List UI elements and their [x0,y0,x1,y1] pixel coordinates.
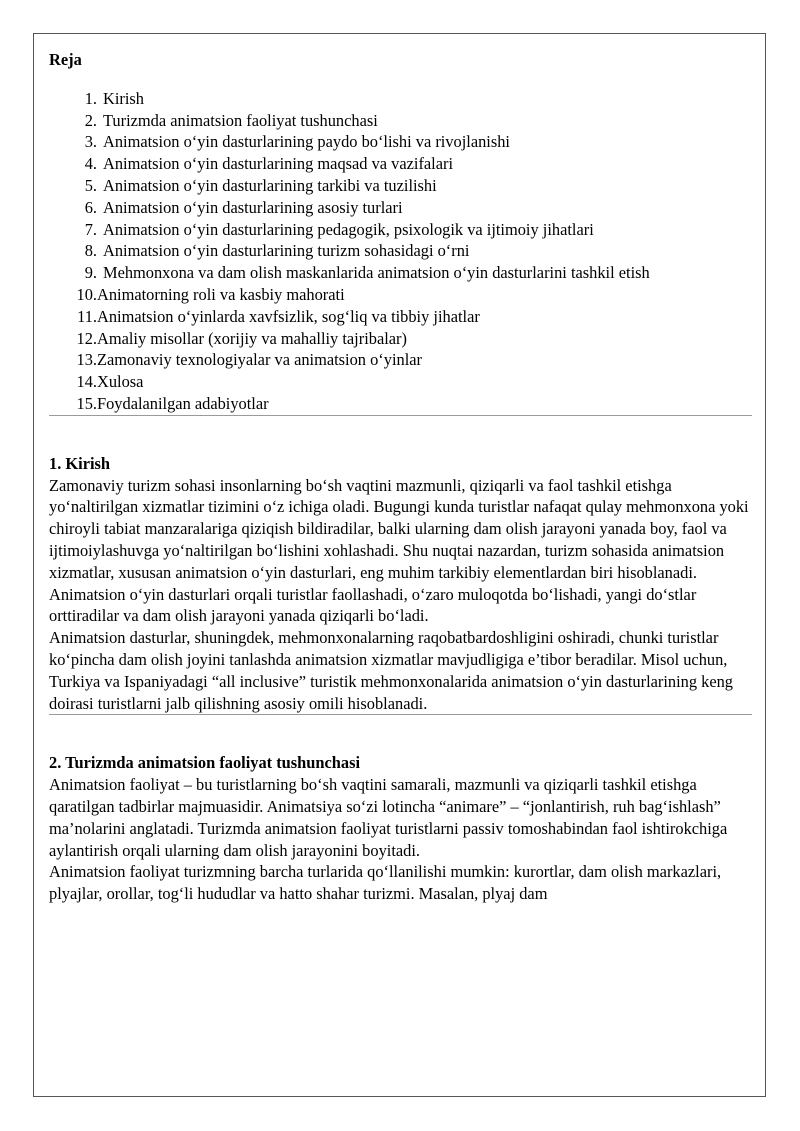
plan-item [49,371,752,393]
plan-heading: Reja [49,50,82,69]
plan-item-number: 15. [76,393,97,413]
plan-item-number: 10. [76,284,97,304]
plan-item [49,88,752,110]
plan-list [49,88,752,415]
section-divider [49,415,752,416]
page [33,33,766,1097]
plan-item-text: Xulosa [97,372,144,392]
plan-item [49,262,752,284]
plan-item [49,284,752,306]
plan-item [49,349,752,371]
plan-item-number: 5. [84,175,97,195]
plan-item-number: 8. [84,241,97,261]
plan-item-text: Turizmda animatsion faoliyat tushunchasi [103,110,378,130]
plan-item-text: Animatsion o‘yin dasturlarining pedagogik, psixologik va ijtimoiy jihatlari [103,219,594,239]
plan-item [49,197,752,219]
plan-item-text: Animatsion o‘yin dasturlarining turizm sohasidagi o‘rni [103,241,470,261]
plan-item-text: Animatsion o‘yin dasturlarining maqsad va vazifalari [103,154,454,174]
plan-item-text: Kirish [103,88,144,108]
plan-item-text: Animatsion o‘yin dasturlarining paydo bo‘lishi va rivojlanishi [103,132,510,152]
plan-item-number: 2. [84,110,97,130]
plan-item-text: Animatorning roli va kasbiy mahorati [97,284,345,304]
paragraph: Zamonaviy turizm sohasi insonlarning bo‘sh vaqtini mazmunli, qiziqarli va faol tashkil etishga yo‘naltirilgan xizmatlar tizimini o‘z ichiga oladi. Bugungi kunda turistlar nafaqat qulay mehmonxona yoki chiroyli tabiat manzaralariga qiziqish bildiradilar, balki ularning dam olish jarayoni yanada boy, faol va ijtimoiylashuvga yo‘naltirilgan bo‘lishini xohlashadi. Shu nuqtai nazardan, turizm sohasida animatsion xizmatlar, xususan animatsion o‘yin dasturlari, eng muhim tarkibiy elementlardan biri hisoblanadi. Animatsion o‘yin dasturlari orqali turistlar faollashadi, o‘zaro muloqotda bo‘lishadi, yangi do‘stlar orttiradilar va dam olish jarayoni yanada qiziqarli bo‘ladi. [49,475,749,626]
plan-item-number: 4. [84,154,97,174]
plan-item [49,110,752,132]
section-heading-kirish: 1. Kirish [49,453,111,473]
plan-item-number: 11. [77,306,97,326]
plan-item-number: 12. [76,328,97,348]
plan-item-number: 9. [84,263,97,283]
section-heading-animatsion-faoliyat: 2. Turizmda animatsion faoliyat tushunchasi [49,753,361,773]
plan-item [49,306,752,328]
plan-item [49,219,752,241]
plan-item [49,153,752,175]
section-divider [49,714,752,715]
plan-item [49,393,752,415]
plan-item-number: 7. [84,219,97,239]
plan-item [49,240,752,262]
plan-item [49,175,752,197]
plan-item-text: Animatsion o‘yin dasturlarining asosiy turlari [103,197,403,217]
paragraph: Animatsion faoliyat turizmning barcha turlarida qo‘llanilishi mumkin: kurortlar, dam olish markazlari, plyajlar, orollar, tog‘li hududlar va hatto shahar turizmi. Masalan, plyaj dam [49,862,722,904]
plan-item-number: 1. [84,88,97,108]
plan-item-text: Zamonaviy texnologiyalar va animatsion o‘yinlar [97,350,422,370]
plan-item-number: 3. [84,132,97,152]
plan-item-number: 13. [76,350,97,370]
plan-item-text: Mehmonxona va dam olish maskanlarida animatsion o‘yin dasturlarini tashkil etish [103,263,650,283]
plan-item [49,328,752,350]
paragraph: Animatsion faoliyat – bu turistlarning bo‘sh vaqtini samarali, mazmunli va qiziqarli tashkil etishga qaratilgan tadbirlar majmuasidir. Animatsiya so‘zi lotincha “animare” – “jonlantirish, ruh bag‘ishlash” ma’nolarini anglatadi. Turizmda animatsion faoliyat turistlarni passiv tomoshabindan faol ishtirokchiga aylantirish orqali ularning dam olish jarayonini boyitadi. [49,775,728,860]
paragraph: Animatsion dasturlar, shuningdek, mehmonxonalarning raqobatbardoshligini oshiradi, chunki turistlar ko‘pincha dam olish joyini tanlashda animatsion xizmatlar mavjudligiga e’tibor beradilar. Misol uchun, Turkiya va Ispaniyadagi “all inclusive” turistik mehmonxonalarida animatsion o‘yin dasturlarining keng doirasi turistlarni jalb qilishning asosiy omili hisoblanadi. [49,628,734,713]
plan-item [49,131,752,153]
document-content [49,34,752,905]
plan-item-number: 14. [76,372,97,392]
plan-item-text: Animatsion o‘yin dasturlarining tarkibi va tuzilishi [103,175,437,195]
plan-item-text: Foydalanilgan adabiyotlar [97,393,269,413]
plan-item-text: Amaliy misollar (xorijiy va mahalliy tajribalar) [97,328,407,348]
plan-item-text: Animatsion o‘yinlarda xavfsizlik, sog‘liq va tibbiy jihatlar [97,306,480,326]
plan-item-number: 6. [84,197,97,217]
